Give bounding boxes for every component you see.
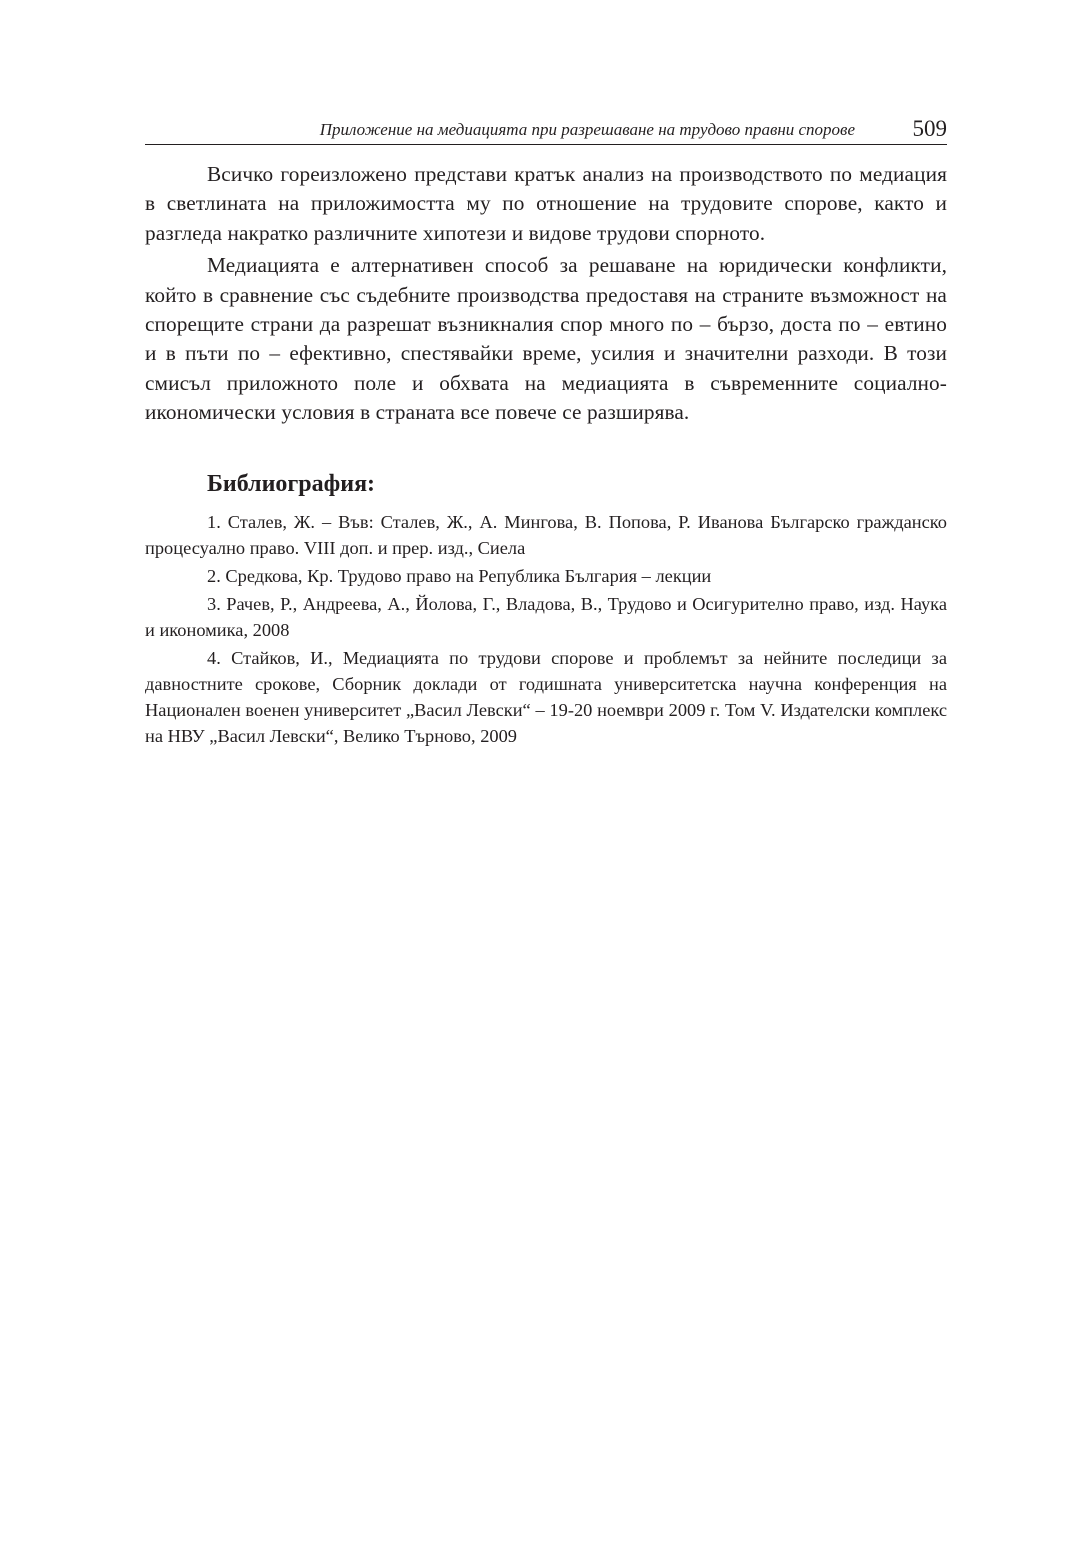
running-header: [145, 112, 947, 145]
running-title: Приложение на медиацията при разрешаване на трудово правни спорове: [319, 120, 855, 139]
document-page: [145, 112, 947, 751]
bibliography-heading: Библиография:: [207, 470, 376, 497]
paragraph-conclusion: Медиацията е алтернативен способ за решаване на юридически конфликти, който в сравнение със съдебните производства предоставя на страните възможност на спорещите страни да разрешат възникналия спор много по – бързо, доста по – евтино и в пъти по – ефективно, спестявайки време, усилия и значителни разходи. В този смисъл приложното поле и обхвата на медиацията в съвременните социално-икономически условия в страната все повече се разширява.: [145, 253, 947, 425]
paragraph-summary: Всичко гореизложено представи кратък анализ на производството по медиация в светлината на приложимостта му по отношение на трудовите спорове, както и разгледа накратко различните хипотези и видове трудови спорното.: [145, 162, 947, 245]
bibliography-list: [145, 509, 947, 749]
bibliography-item: 2. Средкова, Кр. Трудово право на Република България – лекции: [207, 565, 712, 586]
bibliography-item: 4. Стайков, И., Медиацията по трудови спорове и проблемът за нейните последици за давностните срокове, Сборник доклади от годишната университетска научна конференция на Национален военен университет „Васил Левски“ – 19-20 ноември 2009 г. Том V. Издателски комплекс на НВУ „Васил Левски“, Велико Търново, 2009: [145, 647, 947, 746]
page-number: 509: [912, 116, 947, 141]
bibliography-item: 1. Сталев, Ж. – Във: Сталев, Ж., А. Мингова, В. Попова, Р. Иванова Българско гражданско процесуално право. VIII доп. и прер. изд., Сиела: [145, 511, 947, 558]
body-text: [145, 160, 947, 428]
bibliography-item: 3. Рачев, Р., Андреева, А., Йолова, Г., Владова, В., Трудово и Осигурително право, изд. Наука и икономика, 2008: [145, 593, 947, 640]
